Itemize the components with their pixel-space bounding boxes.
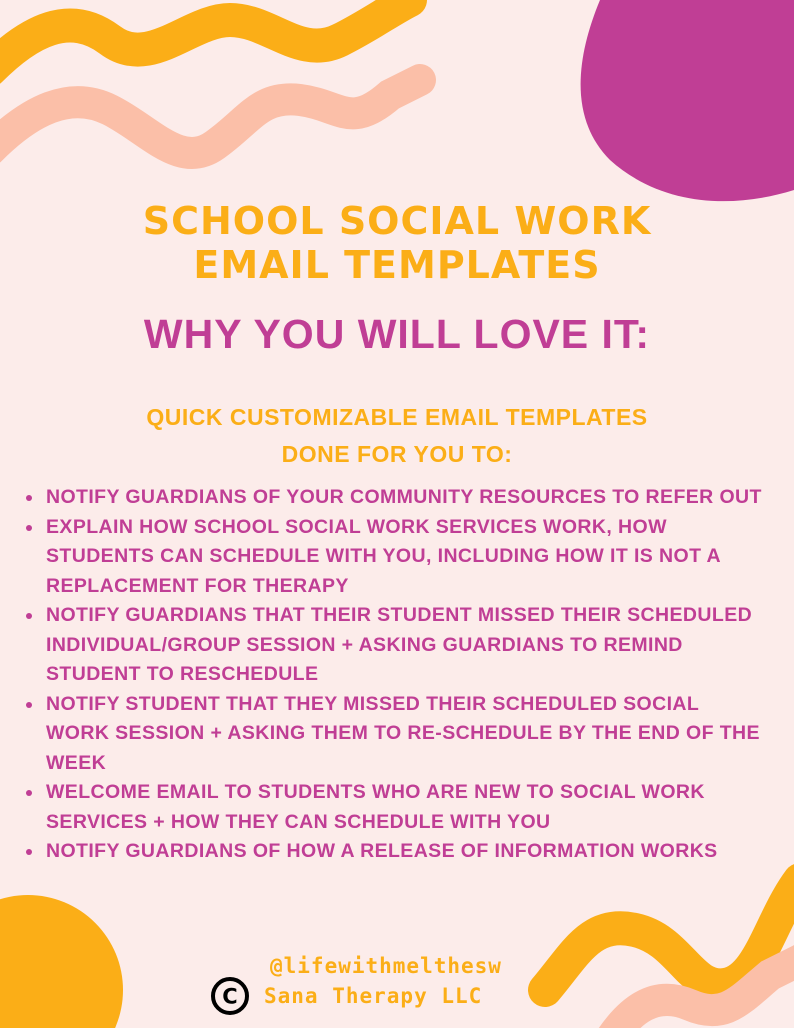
page-title-line-2: EMAIL TEMPLATES bbox=[193, 243, 601, 287]
list-item bbox=[26, 601, 766, 690]
list-item-text: NOTIFY GUARDIANS OF YOUR COMMUNITY RESOURCES TO REFER OUT bbox=[46, 486, 762, 508]
copyright-symbol: C bbox=[222, 984, 238, 1009]
magenta-blob-shape bbox=[581, 0, 794, 201]
bullet-icon bbox=[26, 495, 32, 501]
bullet-icon bbox=[26, 849, 32, 855]
page-title-line-1: SCHOOL SOCIAL WORK bbox=[142, 199, 652, 243]
list-item-text: EXPLAIN HOW SCHOOL SOCIAL WORK SERVICES WORK, HOW STUDENTS CAN SCHEDULE WITH YOU, INCLUDING HOW IT IS NOT A REPLACEMENT FOR THERAPY bbox=[46, 515, 721, 597]
intro-line-1: QUICK CUSTOMIZABLE EMAIL TEMPLATES bbox=[146, 404, 648, 430]
social-handle: @lifewithmelthesw bbox=[270, 954, 502, 978]
list-item-text: NOTIFY STUDENT THAT THEY MISSED THEIR SCHEDULED SOCIAL WORK SESSION + ASKING THEM TO RE-SCHEDULE BY THE END OF THE WEEK bbox=[46, 692, 760, 774]
list-item bbox=[26, 837, 766, 867]
list-item-text: WELCOME EMAIL TO STUDENTS WHO ARE NEW TO SOCIAL WORK SERVICES + HOW THEY CAN SCHEDULE WITH YOU bbox=[46, 781, 705, 833]
list-item-text: NOTIFY GUARDIANS THAT THEIR STUDENT MISSED THEIR SCHEDULED INDIVIDUAL/GROUP SESSION + ASKING GUARDIANS TO REMIND STUDENT TO RESCHEDULE bbox=[46, 604, 753, 685]
list-item bbox=[26, 483, 766, 513]
feature-list bbox=[26, 483, 766, 867]
list-item bbox=[26, 513, 766, 602]
list-item-text: NOTIFY GUARDIANS OF HOW A RELEASE OF INFORMATION WORKS bbox=[46, 840, 718, 862]
yellow-circle-bottom bbox=[0, 895, 123, 1028]
bullet-icon bbox=[26, 702, 32, 708]
list-item bbox=[26, 690, 766, 779]
bullet-icon bbox=[26, 613, 32, 619]
bullet-icon bbox=[26, 525, 32, 531]
bullet-icon bbox=[26, 790, 32, 796]
intro-line-2: DONE FOR YOU TO: bbox=[281, 441, 513, 467]
company-name: Sana Therapy LLC bbox=[264, 984, 483, 1008]
list-item bbox=[26, 778, 766, 837]
section-heading: WHY YOU WILL LOVE IT: bbox=[143, 311, 651, 357]
yellow-wave-top bbox=[0, 0, 410, 70]
copyright-icon bbox=[210, 976, 250, 1016]
peach-wave-top bbox=[0, 80, 420, 153]
